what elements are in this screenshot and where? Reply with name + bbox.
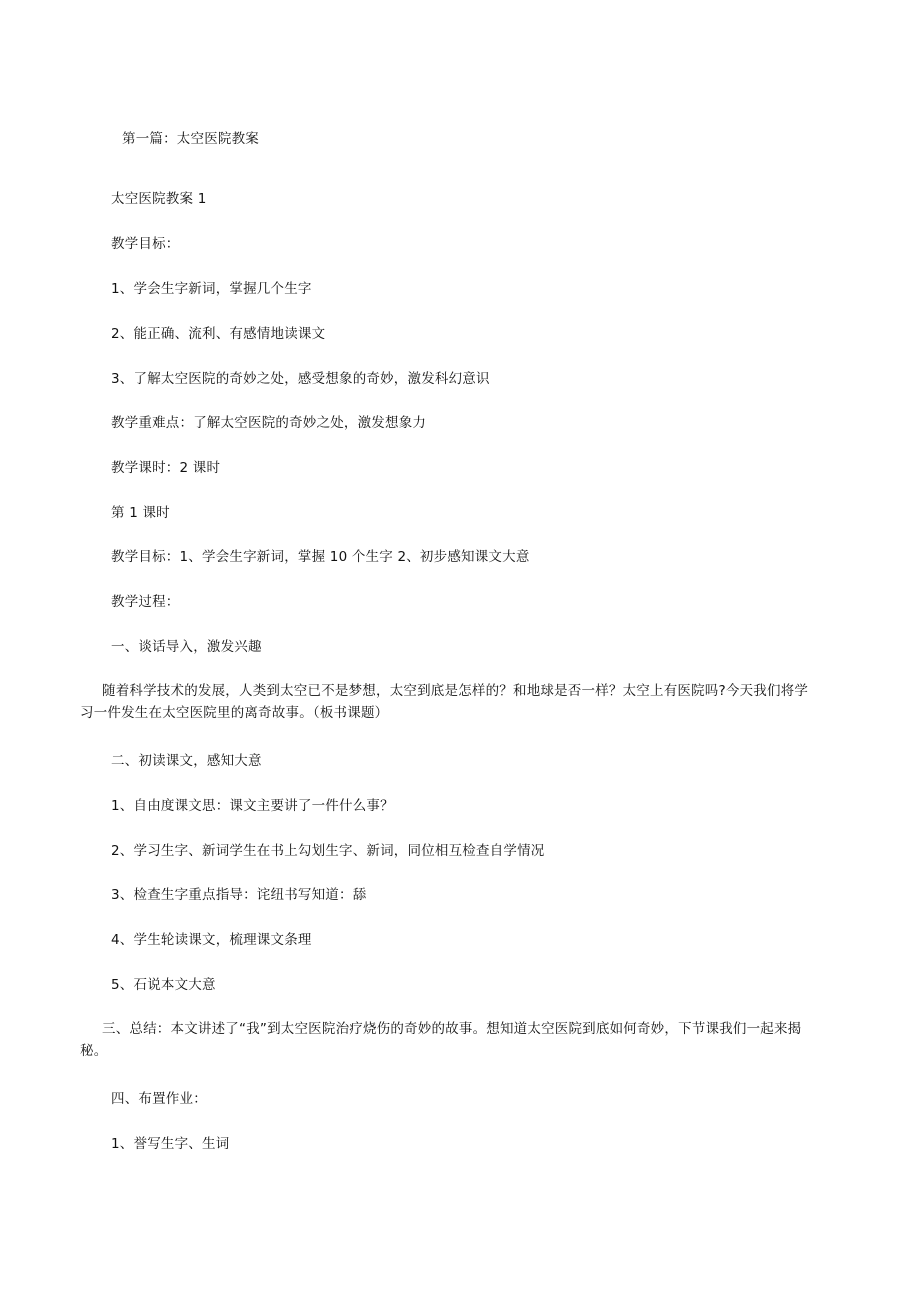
text-line: 一、谈话导入，激发兴趣 xyxy=(111,639,262,655)
paragraph: 三、总结：本文讲述了“我”到太空医院治疗烧伤的奇妙的故事。想知道太空医院到底如何奇妙，下节课我们一起来揭秘。 xyxy=(80,1021,802,1059)
text-line: 1、誉写生字、生词 xyxy=(111,1136,230,1152)
text-line: 教学重难点：了解太空医院的奇妙之处，激发想象力 xyxy=(111,415,427,431)
document-title: 第一篇：太空医院教案 xyxy=(122,131,259,147)
paragraph: 随着科学技术的发展，人类到太空已不是梦想，太空到底是怎样的？和地球是否一样？太空上有医院吗?今天我们将学习一件发生在太空医院里的离奇故事。（板书课题） xyxy=(80,683,809,721)
text-line: 教学目标： xyxy=(111,236,180,252)
text-line: 教学课时：2 课时 xyxy=(111,460,221,476)
text-line: 太空医院教案 1 xyxy=(111,191,207,207)
text-line: 1、自由度课文思：课文主要讲了一件什么事？ xyxy=(111,798,394,814)
text-line: 1、学会生字新词，掌握几个生字 xyxy=(111,281,312,297)
text-line: 第 1 课时 xyxy=(111,505,170,521)
text-line: 2、能正确、流利、有感情地读课文 xyxy=(111,326,326,342)
text-line: 教学目标：1、学会生字新词，掌握 10 个生字 2、初步感知课文大意 xyxy=(111,549,530,565)
text-line: 2、学习生字、新词学生在书上勾划生字、新词，同位相互检查自学情况 xyxy=(111,843,545,859)
text-line: 4、学生轮读课文，梳理课文条理 xyxy=(111,932,312,948)
text-line: 四、布置作业： xyxy=(111,1091,207,1107)
text-line: 教学过程： xyxy=(111,594,180,610)
text-line: 3、检查生字重点指导：诧纽书写知道：舔 xyxy=(111,887,367,903)
text-line: 5、石说本文大意 xyxy=(111,977,216,993)
text-line: 3、了解太空医院的奇妙之处，感受想象的奇妙，激发科幻意识 xyxy=(111,371,490,387)
text-line: 二、初读课文，感知大意 xyxy=(111,753,262,769)
